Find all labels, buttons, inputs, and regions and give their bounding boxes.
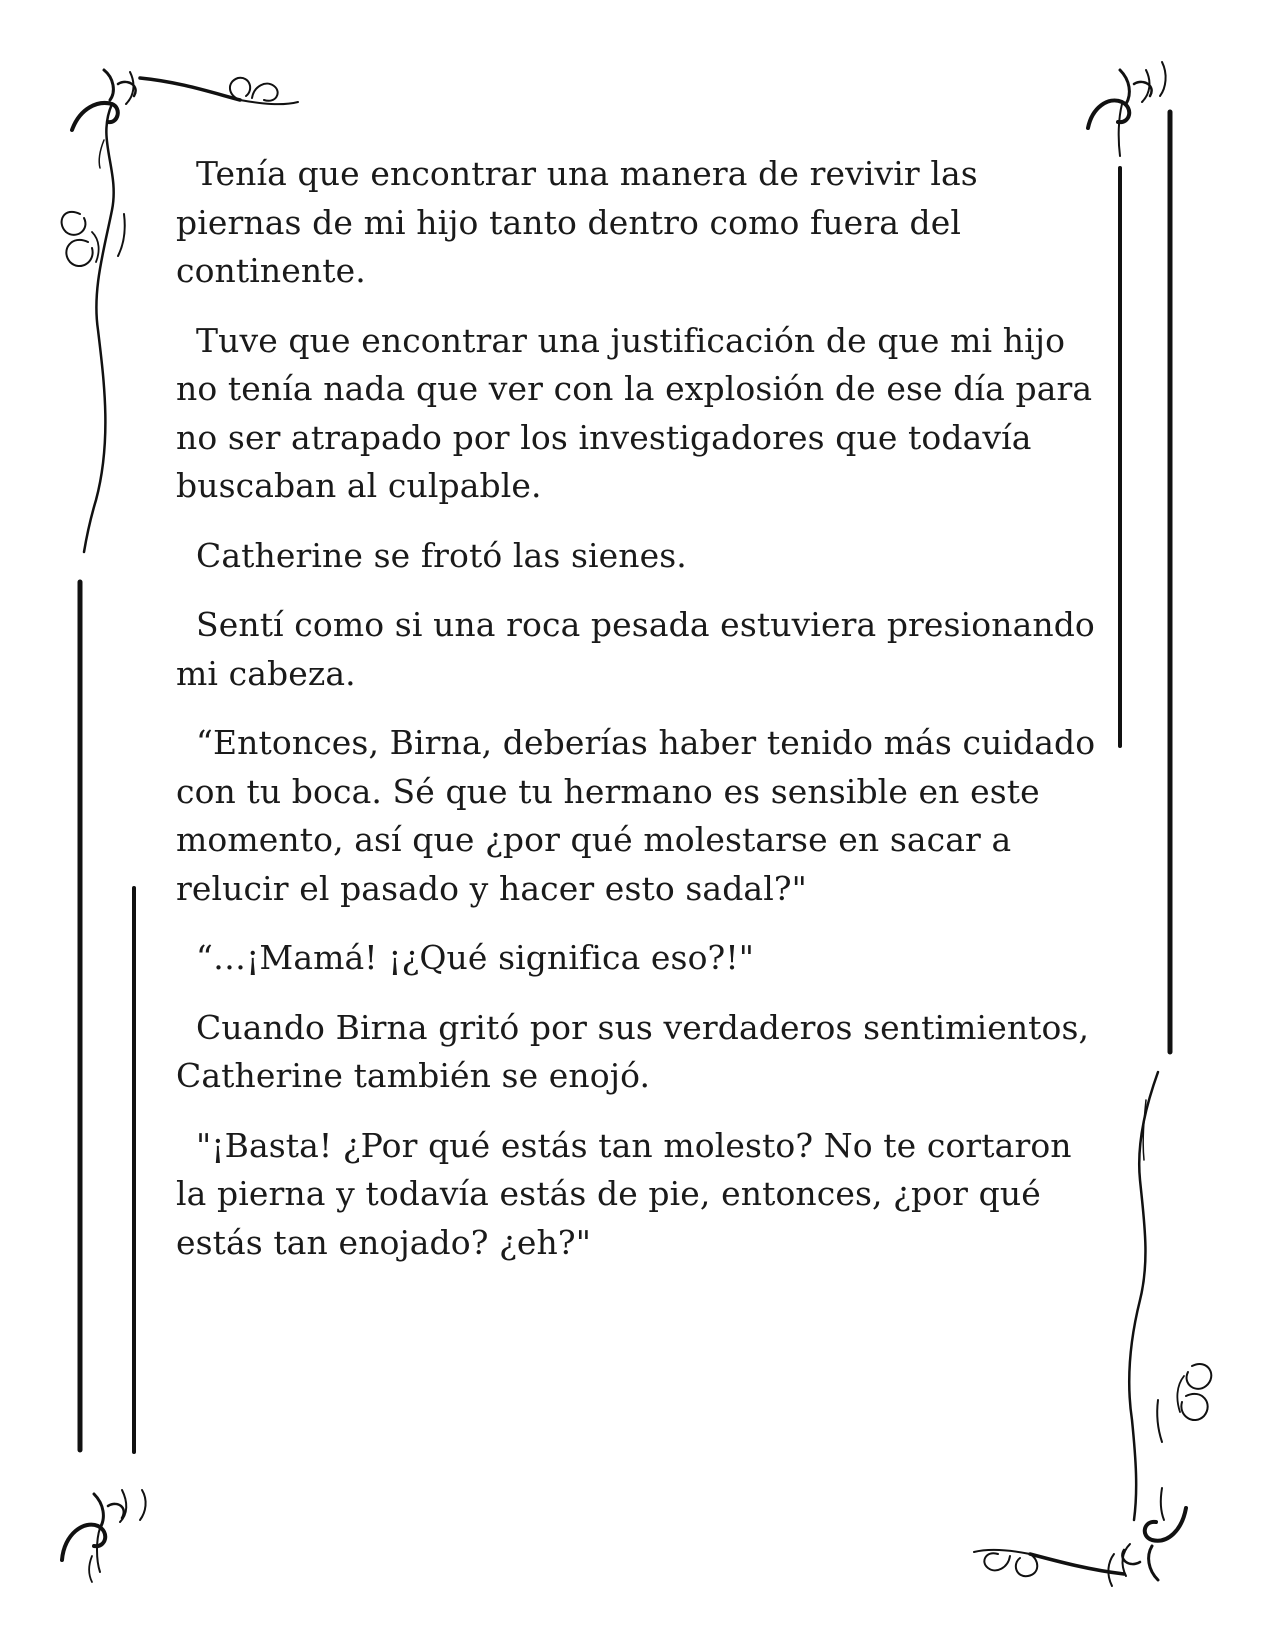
flourish-bottom-left-icon <box>62 1490 146 1582</box>
flourish-top-right-icon <box>1088 62 1166 156</box>
story-text <box>176 150 1106 1288</box>
paragraph: Tuve que encontrar una justificación de que mi hijo no tenía nada que ver con la explosión de ese día para no ser atrapado por los investigadores que todavía buscaban al culpable. <box>176 320 1093 505</box>
paragraph: "¡Basta! ¿Por qué estás tan molesto? No te cortaron la pierna y todavía estás de pie, entonces, ¿por qué estás tan enojado? ¿eh?" <box>176 1125 1072 1262</box>
paragraph: “…¡Mamá! ¡¿Qué significa eso?!" <box>196 938 754 977</box>
paragraph: Catherine se frotó las sienes. <box>196 535 687 575</box>
paragraph: Sentí como si una roca pesada estuviera presionando mi cabeza. <box>176 605 1095 693</box>
paragraph: “Entonces, Birna, deberías haber tenido más cuidado con tu boca. Sé que tu hermano es sensible en este momento, así que ¿por qué molestarse en sacar a relucir el pasado y hacer esto sadal?" <box>176 723 1096 908</box>
paragraph: Cuando Birna gritó por sus verdaderos sentimientos, Catherine también se enojó. <box>176 1007 1090 1095</box>
paragraph: Tenía que encontrar una manera de revivir las piernas de mi hijo tanto dentro como fuera del continente. <box>176 154 978 290</box>
